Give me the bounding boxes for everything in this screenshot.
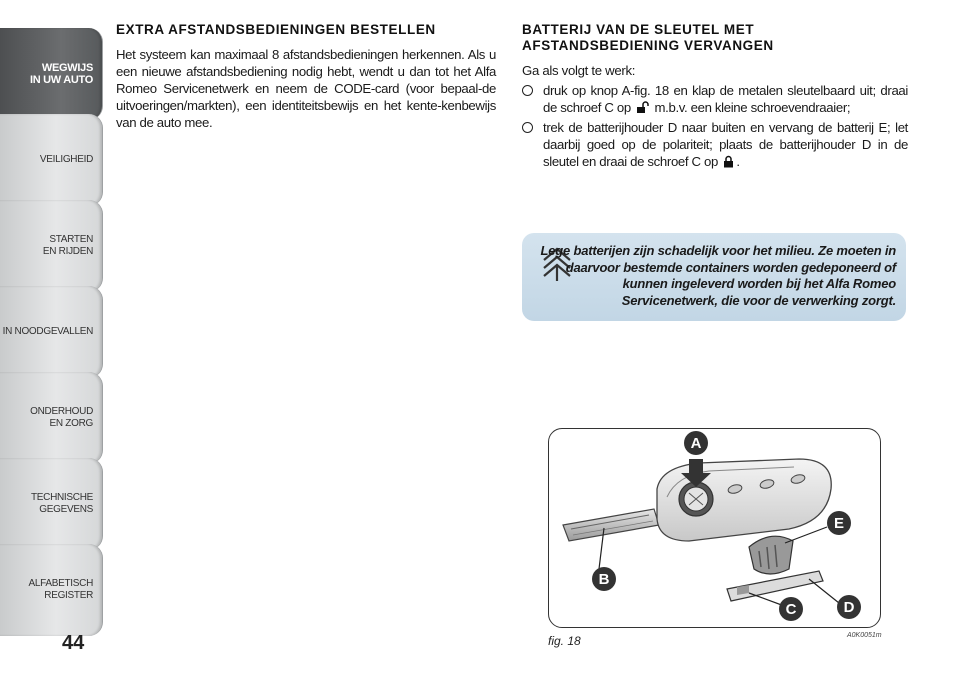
list-item: druk op knop A-fig. 18 en klap de metalen sleutelbaard uit; draai de schroef C op m.b.v. een kleine schroevendraaier; [522, 82, 908, 116]
environment-note [522, 233, 906, 321]
section-heading: BATTERIJ VAN DE SLEUTEL MET AFSTANDSBEDIENING VERVANGEN [522, 22, 774, 53]
bullet-circle-icon [522, 85, 533, 96]
svg-text:E: E [833, 515, 845, 532]
section-body: Het systeem kan maximaal 8 afstandsbedieningen herkennen. Als u een nieuwe afstandsbediening nodig hebt, wendt u dan tot het Alfa Romeo Servicenetwerk en neem de CODE-card (voor bepaal-de uitvoeringen/markten), een identiteitsbewijs en het kente-kenbewijs van de auto mee. [116, 47, 496, 130]
label-a [684, 431, 708, 455]
right-column [522, 22, 908, 173]
left-column [116, 22, 496, 131]
label-c [779, 597, 803, 621]
page-number: 44 [62, 632, 85, 654]
intro-text: Ga als volgt te werk: [522, 63, 636, 78]
battery-holder [727, 571, 823, 601]
leader-lines [599, 527, 844, 607]
label-e [827, 511, 851, 535]
tab-onderhoud[interactable]: ONDERHOUD EN ZORG [0, 372, 103, 464]
label-d [837, 595, 861, 619]
bullet-circle-icon [522, 122, 533, 133]
note-text: Lege batterijen zijn schadelijk voor het milieu. Ze moeten in daarvoor bestemde containers worden gedeponeerd of kunnen ingeleverd worden bij het Alfa Romeo Servicenetwerk, die voor de verwerking zorgt. [540, 243, 896, 308]
svg-text:B: B [598, 571, 610, 588]
tab-register[interactable]: ALFABETISCH REGISTER [0, 544, 103, 636]
svg-text:C: C [785, 601, 797, 618]
tab-noodgevallen[interactable]: IN NOODGEVALLEN [0, 286, 103, 378]
key-figure [548, 428, 881, 628]
lock-icon [723, 155, 734, 168]
list-item: trek de batterijhouder D naar buiten en vervang de batterij E; let daarbij goed op de polariteit; plaats de batterijhouder D in de sleutel en draai de schroef C op . [522, 119, 908, 170]
label-b [592, 567, 616, 591]
section-heading: EXTRA AFSTANDSBEDIENINGEN BESTELLEN [116, 22, 436, 37]
key-body [657, 459, 831, 541]
svg-text:A: A [690, 435, 702, 452]
tab-technische[interactable]: TECHNISCHE GEGEVENS [0, 458, 103, 550]
steps-list [522, 82, 908, 170]
tab-starten[interactable]: STARTEN EN RIJDEN [0, 200, 103, 292]
tab-veiligheid[interactable]: VEILIGHEID [0, 114, 103, 206]
svg-text:D: D [843, 599, 855, 616]
key-illustration [549, 429, 881, 628]
unlock-icon [636, 101, 649, 114]
key-blade [563, 509, 659, 541]
figure-caption: fig. 18 [548, 634, 581, 648]
tab-wegwijs[interactable]: WEGWIJS IN UW AUTO [0, 28, 103, 120]
figure-code: A0K0051m [847, 632, 882, 639]
